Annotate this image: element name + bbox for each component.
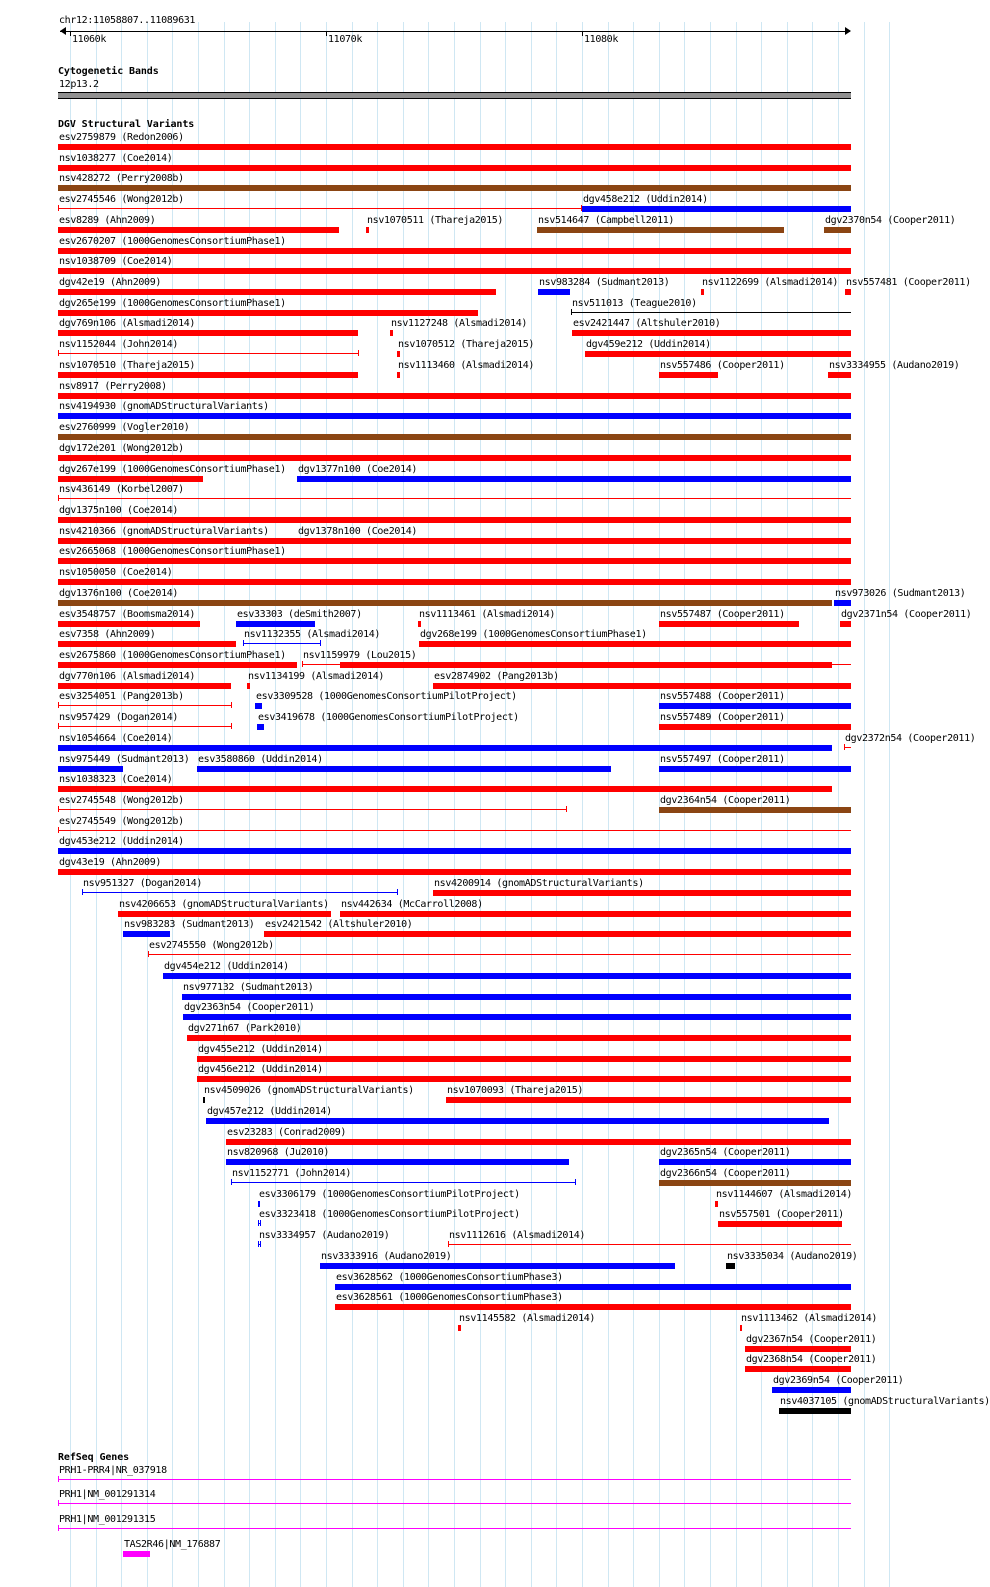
sv-feature-bar[interactable]: [335, 1304, 851, 1310]
sv-feature-end-tick: [58, 827, 59, 833]
gene-end-tick: [58, 1476, 59, 1482]
sv-feature-bar[interactable]: [366, 227, 369, 233]
sv-feature-label: nsv820968 (Ju2010): [227, 1147, 330, 1158]
sv-feature-label: dgv457e212 (Uddin2014): [207, 1106, 332, 1117]
sv-feature-bar[interactable]: [828, 372, 851, 378]
sv-feature-label: dgv769n106 (Alsmadi2014): [59, 318, 196, 329]
sv-feature-bar[interactable]: [659, 372, 718, 378]
sv-feature-bar[interactable]: [58, 641, 236, 647]
sv-feature-end-tick: [571, 309, 572, 315]
sv-feature-bar[interactable]: [320, 1263, 675, 1269]
sv-feature-end-tick: [258, 1220, 259, 1226]
sv-feature-bar[interactable]: [247, 683, 250, 689]
sv-feature-bar[interactable]: [537, 227, 784, 233]
sv-feature-bar[interactable]: [82, 892, 397, 893]
sv-feature-end-tick: [58, 723, 59, 729]
sv-feature-label: dgv2366n54 (Cooper2011): [660, 1168, 791, 1179]
sv-feature-label: esv2760999 (Vogler2010): [59, 422, 190, 433]
sv-feature-label: nsv1144607 (Alsmadi2014): [716, 1189, 853, 1200]
sv-feature-bar[interactable]: [264, 931, 851, 937]
sv-feature-bar[interactable]: [571, 312, 851, 313]
grid-line: [403, 22, 404, 1587]
sv-feature-end-tick: [258, 1241, 259, 1247]
sv-feature-bar[interactable]: [772, 1387, 851, 1393]
ruler-line: [60, 31, 850, 32]
grid-line: [249, 22, 250, 1587]
sv-feature-end-tick: [260, 1241, 261, 1247]
gene-bar[interactable]: [123, 1551, 150, 1557]
sv-feature-label: esv2759879 (Redon2006): [59, 132, 184, 143]
sv-feature-label: esv2670207 (1000GenomesConsortiumPhase1): [59, 236, 286, 247]
sv-feature-end-tick: [320, 640, 321, 646]
sv-feature-label: esv2421542 (Altshuler2010): [265, 919, 413, 930]
sv-feature-bar[interactable]: [433, 683, 851, 689]
sv-feature-label: esv2665068 (1000GenomesConsortiumPhase1): [59, 546, 286, 557]
sv-feature-bar[interactable]: [206, 1118, 829, 1124]
sv-feature-bar[interactable]: [187, 1035, 851, 1041]
sv-feature-end-tick: [575, 1179, 576, 1185]
sv-feature-label: nsv1112616 (Alsmadi2014): [449, 1230, 586, 1241]
sv-feature-end-tick: [231, 702, 232, 708]
sv-feature-label: nsv1113460 (Alsmadi2014): [398, 360, 535, 371]
sv-feature-label: dgv2365n54 (Cooper2011): [660, 1147, 791, 1158]
sv-feature-label: dgv265e199 (1000GenomesConsortiumPhase1): [59, 298, 286, 309]
sv-feature-label: esv3419678 (1000GenomesConsortiumPilotProject): [258, 712, 519, 723]
sv-feature-label: esv2874902 (Pang2013b): [434, 671, 559, 682]
grid-line: [838, 22, 839, 1587]
gene-end-tick: [58, 1500, 59, 1506]
sv-feature-bar[interactable]: [58, 869, 851, 875]
sv-feature-label: dgv2372n54 (Cooper2011): [845, 733, 976, 744]
sv-feature-label: dgv172e201 (Wong2012b): [59, 443, 184, 454]
sv-feature-bar[interactable]: [58, 786, 832, 792]
sv-feature-label: nsv4200914 (gnomADStructuralVariants): [434, 878, 644, 889]
sv-feature-label: esv3580860 (Uddin2014): [198, 754, 323, 765]
sv-feature-bar[interactable]: [226, 1159, 569, 1165]
sv-feature-bar[interactable]: [118, 911, 331, 917]
sv-feature-label: esv3254051 (Pang2013b): [59, 691, 184, 702]
sv-feature-label: nsv557481 (Cooper2011): [846, 277, 971, 288]
sv-feature-bar[interactable]: [58, 165, 851, 171]
sv-feature-label: nsv983283 (Sudmant2013): [124, 919, 255, 930]
sv-feature-label: nsv428272 (Perry2008b): [59, 173, 184, 184]
sv-feature-bar[interactable]: [844, 747, 851, 748]
sv-feature-bar[interactable]: [834, 600, 851, 606]
sv-feature-label: dgv770n106 (Alsmadi2014): [59, 671, 196, 682]
sv-feature-bar[interactable]: [58, 558, 851, 564]
gene-label: PRH1|NM_001291314: [59, 1489, 156, 1500]
sv-feature-label: dgv2369n54 (Cooper2011): [773, 1375, 904, 1386]
sv-feature-bar[interactable]: [397, 372, 400, 378]
grid-line: [531, 22, 532, 1587]
sv-feature-bar[interactable]: [58, 498, 851, 499]
sv-feature-bar[interactable]: [745, 1346, 851, 1352]
sv-feature-label: nsv514647 (Campbell2011): [538, 215, 675, 226]
grid-line: [352, 22, 353, 1587]
sv-feature-label: nsv557486 (Cooper2011): [660, 360, 785, 371]
sv-feature-label: esv8289 (Ahn2009): [59, 215, 156, 226]
sv-feature-label: nsv4509026 (gnomADStructuralVariants): [204, 1085, 414, 1096]
gene-bar[interactable]: [58, 1479, 851, 1480]
sv-feature-label: esv2745548 (Wong2012b): [59, 795, 184, 806]
sv-feature-label: dgv2371n54 (Cooper2011): [841, 609, 972, 620]
sv-feature-label: nsv442634 (McCarroll2008): [341, 899, 483, 910]
sv-feature-end-tick: [58, 702, 59, 708]
sv-feature-bar[interactable]: [340, 911, 851, 917]
grid-line: [326, 22, 327, 1587]
grid-line: [812, 22, 813, 1587]
gene-label: PRH1-PRR4|NR_037918: [59, 1465, 167, 1476]
sv-feature-end-tick: [148, 951, 149, 957]
sv-feature-label: nsv557488 (Cooper2011): [660, 691, 785, 702]
sv-feature-end-tick: [58, 350, 59, 356]
ruler-tick: [582, 31, 583, 36]
sv-feature-label: esv3548757 (Boomsma2014): [59, 609, 196, 620]
sv-feature-bar[interactable]: [58, 600, 832, 606]
sv-feature-label: nsv557489 (Cooper2011): [660, 712, 785, 723]
sv-feature-label: dgv2368n54 (Cooper2011): [746, 1354, 877, 1365]
sv-feature-bar[interactable]: [58, 248, 851, 254]
sv-feature-bar[interactable]: [58, 353, 358, 354]
sv-feature-bar[interactable]: [255, 703, 262, 709]
sv-feature-label: nsv951327 (Dogan2014): [83, 878, 203, 889]
sv-feature-label: dgv267e199 (1000GenomesConsortiumPhase1): [59, 464, 286, 475]
sv-feature-label: dgv1377n100 (Coe2014): [298, 464, 418, 475]
sv-feature-label: nsv1054664 (Coe2014): [59, 733, 173, 744]
sv-feature-label: dgv453e212 (Uddin2014): [59, 836, 184, 847]
sv-feature-bar[interactable]: [726, 1263, 735, 1269]
sv-feature-bar[interactable]: [335, 1284, 851, 1290]
sv-feature-label: dgv456e212 (Uddin2014): [198, 1064, 323, 1075]
sv-feature-label: nsv4206653 (gnomADStructuralVariants): [119, 899, 329, 910]
sv-feature-bar[interactable]: [740, 1325, 742, 1331]
sv-feature-label: nsv983284 (Sudmant2013): [539, 277, 670, 288]
sv-feature-label: dgv268e199 (1000GenomesConsortiumPhase1): [420, 629, 647, 640]
sv-feature-bar[interactable]: [433, 890, 851, 896]
sv-feature-label: esv2421447 (Altshuler2010): [573, 318, 721, 329]
sv-feature-bar[interactable]: [123, 931, 170, 937]
grid-line: [633, 22, 634, 1587]
cytoband-track-title: Cytogenetic Bands: [58, 66, 159, 77]
sv-feature-bar[interactable]: [58, 289, 496, 295]
sv-feature-end-tick: [231, 1179, 232, 1185]
sv-feature-bar[interactable]: [418, 621, 421, 627]
sv-feature-label: esv2745549 (Wong2012b): [59, 816, 184, 827]
grid-line: [377, 22, 378, 1587]
sv-feature-label: nsv3333916 (Audano2019): [321, 1251, 452, 1262]
sv-feature-label: esv3323418 (1000GenomesConsortiumPilotProject): [259, 1209, 520, 1220]
ruler-tick-label: 11070k: [328, 34, 363, 45]
sv-feature-bar[interactable]: [718, 1221, 842, 1227]
sv-feature-bar[interactable]: [197, 1076, 851, 1082]
sv-feature-bar[interactable]: [390, 330, 393, 336]
sv-feature-label: esv3309528 (1000GenomesConsortiumPilotProject): [256, 691, 517, 702]
sv-feature-label: nsv1152044 (John2014): [59, 339, 179, 350]
sv-feature-bar[interactable]: [58, 144, 851, 150]
sv-feature-end-tick: [231, 723, 232, 729]
sv-feature-bar[interactable]: [58, 662, 297, 668]
sv-feature-bar[interactable]: [58, 726, 231, 727]
sv-feature-bar[interactable]: [779, 1408, 851, 1414]
sv-feature-label: nsv557501 (Cooper2011): [719, 1209, 844, 1220]
sv-feature-label: nsv4037105 (gnomADStructuralVariants): [780, 1396, 990, 1407]
sv-feature-bar[interactable]: [236, 621, 315, 627]
sv-feature-bar[interactable]: [58, 705, 231, 706]
sv-feature-bar[interactable]: [297, 476, 851, 482]
sv-feature-label: dgv43e19 (Ahn2009): [59, 857, 162, 868]
region-label: chr12:11058807..11089631: [59, 15, 196, 26]
sv-feature-end-tick: [302, 661, 303, 667]
sv-feature-bar[interactable]: [585, 351, 851, 357]
sv-feature-label: nsv957429 (Dogan2014): [59, 712, 179, 723]
ruler-left-arrow: [60, 27, 66, 35]
sv-feature-bar[interactable]: [824, 227, 851, 233]
sv-feature-bar[interactable]: [659, 766, 851, 772]
sv-feature-label: esv3306179 (1000GenomesConsortiumPilotProject): [259, 1189, 520, 1200]
sv-feature-label: nsv1038277 (Coe2014): [59, 153, 173, 164]
sv-feature-end-tick: [82, 889, 83, 895]
sv-feature-bar[interactable]: [58, 476, 203, 482]
sv-feature-bar[interactable]: [58, 310, 478, 316]
sv-feature-bar[interactable]: [58, 330, 358, 336]
sv-feature-label: nsv436149 (Korbel2007): [59, 484, 184, 495]
grid-line: [480, 22, 481, 1587]
grid-line: [198, 22, 199, 1587]
sv-feature-label: nsv975449 (Sudmant2013): [59, 754, 190, 765]
grid-line: [864, 22, 865, 1587]
sv-feature-bar[interactable]: [840, 621, 851, 627]
sv-feature-end-tick: [397, 889, 398, 895]
sv-feature-end-tick: [58, 205, 59, 211]
gene-label: PRH1|NM_001291315: [59, 1514, 156, 1525]
sv-feature-bar[interactable]: [745, 1366, 851, 1372]
sv-feature-bar[interactable]: [659, 807, 851, 813]
sv-feature-label: esv33303 (deSmith2007): [237, 609, 362, 620]
sv-feature-label: nsv3335034 (Audano2019): [727, 1251, 858, 1262]
ruler-tick: [326, 31, 327, 36]
sv-feature-end-tick: [58, 806, 59, 812]
sv-feature-bar[interactable]: [659, 621, 799, 627]
sv-feature-label: dgv42e19 (Ahn2009): [59, 277, 162, 288]
sv-feature-bar[interactable]: [58, 809, 566, 810]
ruler-tick-label: 11080k: [584, 34, 619, 45]
sv-feature-label: dgv2367n54 (Cooper2011): [746, 1334, 877, 1345]
sv-feature-label: esv7358 (Ahn2009): [59, 629, 156, 640]
sv-feature-bar[interactable]: [659, 1180, 851, 1186]
sv-feature-bar[interactable]: [58, 830, 851, 831]
sv-feature-label: nsv1070511 (Thareja2015): [367, 215, 504, 226]
sv-feature-label: nsv1038323 (Coe2014): [59, 774, 173, 785]
ruler-right-arrow: [845, 27, 851, 35]
sv-feature-bar[interactable]: [845, 289, 851, 295]
sv-feature-label: nsv973026 (Sudmant2013): [835, 588, 966, 599]
gene-bar[interactable]: [58, 1528, 851, 1529]
sv-feature-end-tick: [358, 350, 359, 356]
sv-feature-end-tick: [448, 1241, 449, 1247]
sv-feature-bar[interactable]: [58, 517, 851, 523]
sv-feature-label: nsv1050050 (Coe2014): [59, 567, 173, 578]
sv-feature-bar[interactable]: [257, 724, 264, 730]
grid-line: [608, 22, 609, 1587]
sv-feature-bar[interactable]: [572, 330, 851, 336]
sv-feature-label: nsv1127248 (Alsmadi2014): [391, 318, 528, 329]
sv-feature-end-tick: [58, 495, 59, 501]
sv-feature-label: nsv4194930 (gnomADStructuralVariants): [59, 401, 269, 412]
sv-feature-label: nsv557487 (Cooper2011): [660, 609, 785, 620]
sv-feature-label: nsv8917 (Perry2008): [59, 381, 167, 392]
sv-feature-end-tick: [243, 640, 244, 646]
sv-feature-label: dgv454e212 (Uddin2014): [164, 961, 289, 972]
sv-feature-bar[interactable]: [58, 683, 231, 689]
sv-feature-label: nsv3334957 (Audano2019): [259, 1230, 390, 1241]
ruler-tick: [70, 31, 71, 36]
grid-line: [224, 22, 225, 1587]
sv-feature-label: esv2745546 (Wong2012b): [59, 194, 184, 205]
sv-feature-bar[interactable]: [397, 351, 400, 357]
sv-feature-label: dgv1378n100 (Coe2014): [298, 526, 418, 537]
sv-feature-end-tick: [566, 806, 567, 812]
sv-feature-bar[interactable]: [183, 1014, 851, 1020]
sv-feature-bar[interactable]: [182, 994, 851, 1000]
grid-line: [889, 22, 890, 1587]
sv-feature-label: nsv511013 (Teague2010): [572, 298, 697, 309]
sv-feature-label: nsv1134199 (Alsmadi2014): [248, 671, 385, 682]
grid-line: [556, 22, 557, 1587]
sv-feature-bar[interactable]: [203, 1097, 205, 1103]
sv-feature-bar[interactable]: [448, 1244, 851, 1245]
sv-feature-label: nsv1122699 (Alsmadi2014): [702, 277, 839, 288]
sv-feature-bar[interactable]: [340, 662, 832, 668]
dgv-track-title: DGV Structural Variants: [58, 119, 195, 130]
cytoband-label: 12p13.2: [59, 79, 99, 90]
sv-feature-label: nsv1113462 (Alsmadi2014): [741, 1313, 878, 1324]
sv-feature-bar[interactable]: [58, 766, 123, 772]
sv-feature-label: dgv1376n100 (Coe2014): [59, 588, 179, 599]
sv-feature-bar[interactable]: [58, 745, 832, 751]
grid-line: [582, 22, 583, 1587]
sv-feature-bar[interactable]: [58, 413, 851, 419]
sv-feature-bar[interactable]: [197, 766, 611, 772]
sv-feature-bar[interactable]: [659, 1159, 851, 1165]
sv-feature-bar[interactable]: [659, 724, 851, 730]
gene-end-tick: [58, 1525, 59, 1531]
sv-feature-bar[interactable]: [419, 641, 851, 647]
sv-feature-bar[interactable]: [538, 289, 570, 295]
sv-feature-bar[interactable]: [58, 455, 851, 461]
sv-feature-bar[interactable]: [58, 393, 851, 399]
sv-feature-bar[interactable]: [58, 227, 339, 233]
sv-feature-label: nsv1145582 (Alsmadi2014): [459, 1313, 596, 1324]
sv-feature-bar[interactable]: [243, 643, 320, 644]
sv-feature-bar[interactable]: [148, 954, 851, 955]
sv-feature-label: nsv977132 (Sudmant2013): [183, 982, 314, 993]
sv-feature-label: dgv455e212 (Uddin2014): [198, 1044, 323, 1055]
grid-line: [275, 22, 276, 1587]
sv-feature-bar[interactable]: [231, 1182, 575, 1183]
grid-line: [454, 22, 455, 1587]
sv-feature-end-tick: [844, 744, 845, 750]
sv-feature-bar[interactable]: [226, 1139, 851, 1145]
sv-feature-label: nsv557497 (Cooper2011): [660, 754, 785, 765]
cytoband-bar[interactable]: [58, 92, 851, 99]
sv-feature-bar[interactable]: [163, 973, 851, 979]
sv-feature-bar[interactable]: [58, 848, 851, 854]
sv-feature-label: nsv1152771 (John2014): [232, 1168, 352, 1179]
sv-feature-bar[interactable]: [458, 1325, 461, 1331]
sv-feature-label: esv3628562 (1000GenomesConsortiumPhase3): [336, 1272, 563, 1283]
sv-feature-label: esv23283 (Conrad2009): [227, 1127, 347, 1138]
sv-feature-label: esv2675860 (1000GenomesConsortiumPhase1): [59, 650, 286, 661]
sv-feature-label: nsv1038709 (Coe2014): [59, 256, 173, 267]
sv-feature-label: dgv2364n54 (Cooper2011): [660, 795, 791, 806]
sv-feature-bar[interactable]: [58, 434, 851, 440]
sv-feature-label: nsv1132355 (Alsmadi2014): [244, 629, 381, 640]
sv-feature-bar[interactable]: [58, 208, 581, 209]
sv-feature-label: dgv2363n54 (Cooper2011): [184, 1002, 315, 1013]
sv-feature-bar[interactable]: [715, 1201, 718, 1207]
sv-feature-label: nsv1159979 (Lou2015): [303, 650, 417, 661]
sv-feature-bar[interactable]: [659, 703, 851, 709]
sv-feature-label: nsv3334955 (Audano2019): [829, 360, 960, 371]
sv-feature-bar[interactable]: [58, 185, 851, 191]
sv-feature-label: esv2745550 (Wong2012b): [149, 940, 274, 951]
sv-feature-bar[interactable]: [58, 621, 200, 627]
sv-feature-label: nsv1070093 (Thareja2015): [447, 1085, 584, 1096]
refseq-track-title: RefSeq Genes: [58, 1452, 130, 1463]
sv-feature-label: nsv1070512 (Thareja2015): [398, 339, 535, 350]
sv-feature-bar[interactable]: [197, 1056, 851, 1062]
sv-feature-bar[interactable]: [258, 1201, 260, 1207]
ruler-tick-label: 11060k: [72, 34, 107, 45]
grid-line: [505, 22, 506, 1587]
sv-feature-bar[interactable]: [58, 268, 851, 274]
sv-feature-bar[interactable]: [701, 289, 704, 295]
sv-feature-label: nsv4210366 (gnomADStructuralVariants): [59, 526, 269, 537]
sv-feature-bar[interactable]: [58, 372, 358, 378]
sv-feature-label: esv3628561 (1000GenomesConsortiumPhase3): [336, 1292, 563, 1303]
sv-feature-bar[interactable]: [582, 206, 851, 212]
sv-feature-end-tick: [260, 1220, 261, 1226]
sv-feature-label: dgv459e212 (Uddin2014): [586, 339, 711, 350]
sv-feature-label: dgv1375n100 (Coe2014): [59, 505, 179, 516]
sv-feature-bar[interactable]: [446, 1097, 851, 1103]
sv-feature-label: dgv271n67 (Park2010): [188, 1023, 302, 1034]
grid-line: [300, 22, 301, 1587]
sv-feature-label: dgv2370n54 (Cooper2011): [825, 215, 956, 226]
sv-feature-label: nsv1113461 (Alsmadi2014): [419, 609, 556, 620]
grid-line: [428, 22, 429, 1587]
gene-label: TAS2R46|NM_176887: [124, 1539, 221, 1550]
sv-feature-bar[interactable]: [58, 538, 851, 544]
sv-feature-label: dgv458e212 (Uddin2014): [583, 194, 708, 205]
sv-feature-label: nsv1070510 (Thareja2015): [59, 360, 196, 371]
sv-feature-bar[interactable]: [58, 579, 851, 585]
gene-bar[interactable]: [58, 1503, 851, 1504]
